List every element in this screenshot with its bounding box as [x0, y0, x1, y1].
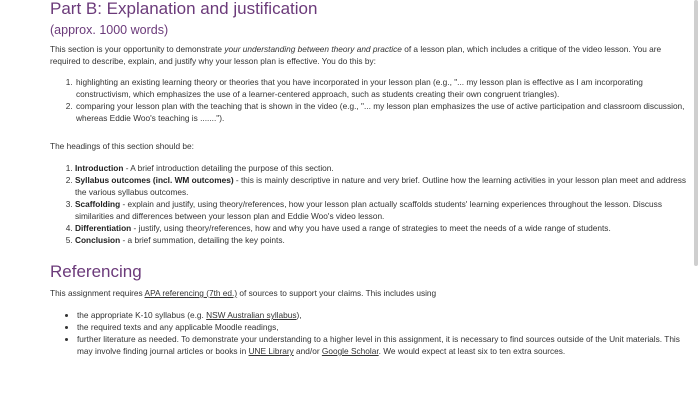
heading-label: Differentiation: [75, 223, 132, 233]
heading-label: Syllabus outcomes (incl. WM outcomes): [75, 175, 234, 185]
list-item: 2. comparing your lesson plan with the teaching that is shown in the video (e.g., "... my lesson plan emphasizes the use of active participation and classroom discussion, whereas Eddie Woo's teaching is .......").: [75, 100, 686, 124]
list-item: 3. Scaffolding - explain and justify, using theory/references, how your lesson plan actually scaffolds students' learning experiences throughout the lesson. Discuss similarities and differences between your lesson plan and Eddie Woo's video lesson.: [75, 198, 686, 222]
part-b-intro: This section is your opportunity to demonstrate your understanding between theory and practice of a lesson plan, which includes a critique of the video lesson. You are required to describe, explain, and justify why your lesson plan is effective. You do this by:: [50, 44, 662, 66]
google-scholar-link[interactable]: Google Scholar: [321, 346, 379, 356]
list-item: 1. highlighting an existing learning theory or theories that you have incorporated in your lesson plan (e.g., "... my lesson plan is effective as I am incorporating constructivism, which emphasizes the use of a learner-centered approach, such as students creating their own congruent triangles).: [75, 76, 686, 100]
list-item: 5. Conclusion - a brief summation, detailing the key points.: [75, 234, 686, 246]
list-item: 4. Differentiation - justify, using theory/references, how and why you have used a range of strategies to meet the needs of a wide range of students.: [75, 222, 686, 234]
list-item: 2. Syllabus outcomes (incl. WM outcomes) - this is mainly descriptive in nature and very brief. Outline how the learning activities in your lesson plan meet and address the various syllabus outcomes.: [75, 174, 686, 198]
apa-referencing-link[interactable]: APA referencing (7th ed.): [144, 288, 238, 298]
nsw-syllabus-link[interactable]: NSW Australian syllabus: [206, 310, 297, 320]
une-library-link[interactable]: UNE Library: [248, 346, 294, 356]
part-b-subtitle: (approx. 1000 words): [50, 23, 169, 37]
referencing-list: [50, 309, 686, 357]
task-list: [50, 76, 686, 124]
intro-emphasis: your understanding between theory and practice: [224, 44, 402, 54]
list-item: • the appropriate K-10 syllabus (e.g. NSW Australian syllabus),: [77, 309, 686, 321]
headings-list: [50, 162, 686, 246]
part-b-title: Part B: Explanation and justification: [50, 0, 318, 18]
list-item: • further literature as needed. To demonstrate your understanding to a higher level in this assignment, it is necessary to find sources outside of the Unit materials. This may involve finding journal articles or books in UNE Library and/or Google Scholar. We would expect at least six to ten extra sources.: [77, 333, 686, 357]
list-item: 1. Introduction - A brief introduction detailing the purpose of this section.: [75, 162, 686, 174]
referencing-title: Referencing: [50, 262, 142, 281]
list-item: • the required texts and any applicable Moodle readings,: [77, 321, 686, 333]
heading-label: Scaffolding: [75, 199, 121, 209]
referencing-intro: This assignment requires APA referencing (7th ed.) of sources to support your claims. This includes using: [50, 288, 437, 298]
heading-label: Introduction: [75, 163, 124, 173]
main-content: [50, 0, 686, 357]
heading-label: Conclusion: [75, 235, 121, 245]
vertical-scrollbar[interactable]: [694, 0, 698, 266]
headings-intro: The headings of this section should be:: [50, 141, 194, 151]
